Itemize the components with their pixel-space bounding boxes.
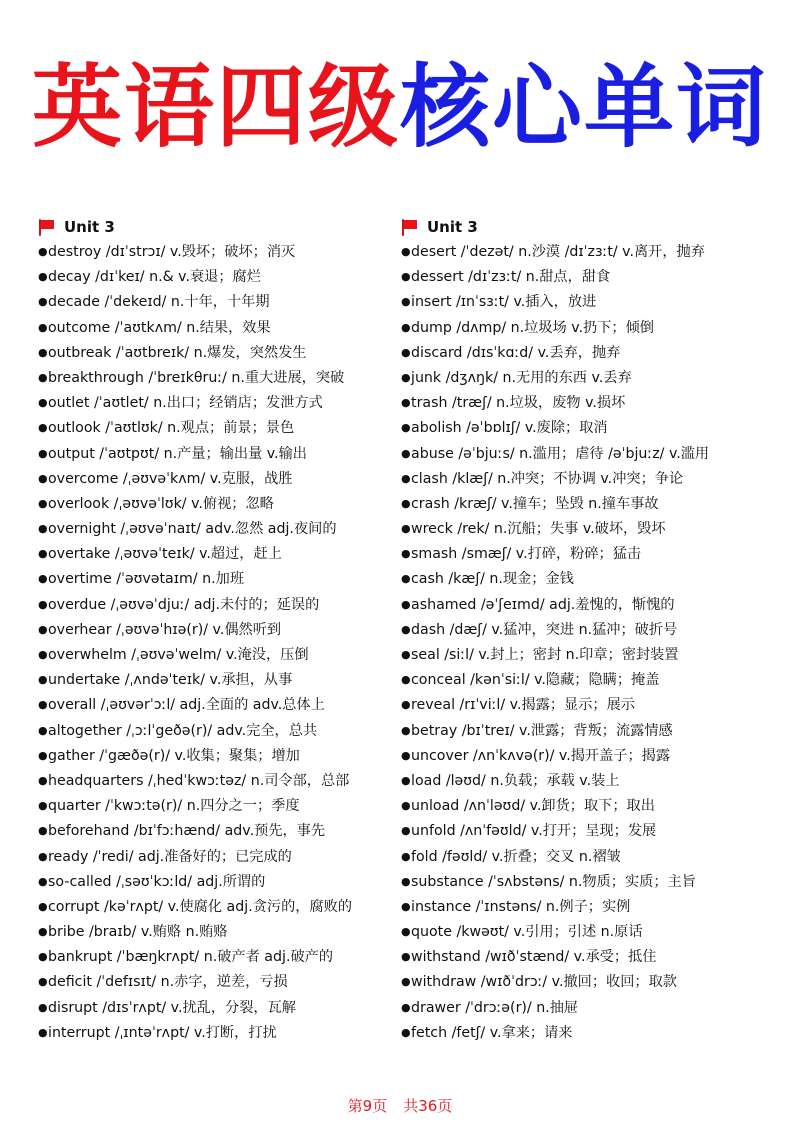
word-entry: smash /smæʃ/ v.打碎，粉碎；猛击 bbox=[411, 546, 642, 563]
word-entry: ready /ˈredi/ adj.准备好的；已完成的 bbox=[48, 848, 292, 865]
word-entry: conceal /kənˈsiːl/ v.隐藏；隐瞒；掩盖 bbox=[411, 672, 660, 689]
word-entry: overnight /ˌəʊvəˈnaɪt/ adv.忽然 adj.夜间的 bbox=[48, 521, 337, 538]
bullet-icon: ● bbox=[401, 471, 411, 485]
list-item bbox=[38, 818, 388, 843]
word-entry: outlook /ˈaʊtlʊk/ n.观点；前景；景色 bbox=[48, 420, 295, 437]
list-item bbox=[401, 264, 796, 289]
bullet-icon: ● bbox=[38, 370, 48, 384]
word-entry: output /ˈaʊtpʊt/ n.产量；输出量 v.输出 bbox=[48, 445, 307, 462]
bullet-icon: ● bbox=[38, 622, 48, 636]
page-title bbox=[0, 48, 800, 168]
word-entry: bribe /braɪb/ v.贿赂 n.贿赂 bbox=[48, 924, 228, 941]
list-item bbox=[401, 566, 796, 591]
list-item bbox=[38, 491, 388, 516]
list-item bbox=[38, 743, 388, 768]
word-list bbox=[401, 239, 796, 1045]
red-flag-icon bbox=[38, 218, 56, 236]
word-entry: clash /klæʃ/ n.冲突；不协调 v.冲突；争论 bbox=[411, 470, 684, 487]
list-item bbox=[38, 995, 388, 1020]
bullet-icon: ● bbox=[401, 622, 411, 636]
list-item bbox=[401, 592, 796, 617]
word-entry: reveal /rɪˈviːl/ v.揭露；显示；展示 bbox=[411, 697, 635, 714]
bullet-icon: ● bbox=[401, 950, 411, 964]
list-item bbox=[401, 818, 796, 843]
list-item bbox=[401, 743, 796, 768]
word-entry: seal /siːl/ v.封上；密封 n.印章；密封装置 bbox=[411, 647, 679, 663]
word-entry: unload /ʌnˈləʊd/ v.卸货；取下；取出 bbox=[411, 798, 655, 815]
word-entry: overdue /ˌəʊvəˈdjuː/ adj.未付的；延误的 bbox=[48, 596, 320, 613]
list-item bbox=[38, 642, 388, 667]
list-item bbox=[401, 1020, 796, 1045]
list-item bbox=[38, 390, 388, 415]
bullet-icon: ● bbox=[38, 245, 48, 258]
list-item bbox=[401, 315, 796, 340]
list-item bbox=[38, 264, 388, 289]
word-entry: corrupt /kəˈrʌpt/ v.使腐化 adj.贪污的，腐败的 bbox=[48, 898, 353, 915]
word-entry: abuse /əˈbjuːs/ n.滥用；虐待 /əˈbjuːz/ v.滥用 bbox=[411, 445, 710, 462]
list-item bbox=[401, 516, 796, 541]
bullet-icon: ● bbox=[38, 396, 48, 410]
right-column bbox=[401, 214, 796, 1045]
word-entry: quarter /ˈkwɔːtə(r)/ n.四分之一；季度 bbox=[48, 798, 300, 815]
bullet-icon: ● bbox=[401, 522, 411, 536]
word-entry: discard /dɪsˈkɑːd/ v.丢弃，抛弃 bbox=[411, 344, 621, 361]
list-item bbox=[38, 1020, 388, 1045]
list-item bbox=[401, 969, 796, 994]
word-entry: overlook /ˌəʊvəˈlʊk/ v.俯视；忽略 bbox=[48, 495, 274, 512]
list-item bbox=[38, 793, 388, 818]
bullet-icon: ● bbox=[38, 648, 48, 661]
bullet-icon: ● bbox=[401, 245, 411, 258]
word-entry: junk /dʒʌŋk/ n.无用的东西 v.丢弃 bbox=[411, 369, 632, 386]
list-item bbox=[38, 844, 388, 869]
bullet-icon: ● bbox=[401, 748, 411, 762]
word-entry: desert /ˈdezət/ n.沙漠 /dɪˈzɜːt/ v.离开，抛弃 bbox=[411, 244, 705, 260]
bullet-icon: ● bbox=[401, 396, 411, 410]
word-entry: trash /træʃ/ n.垃圾，废物 v.损坏 bbox=[411, 395, 626, 412]
word-entry: so-called /ˌsəʊˈkɔːld/ adj.所谓的 bbox=[48, 873, 266, 890]
bullet-icon: ● bbox=[401, 421, 411, 435]
word-entry: wreck /rek/ n.沉船；失事 v.破坏，毁坏 bbox=[411, 521, 666, 538]
list-item bbox=[38, 692, 388, 717]
list-item bbox=[38, 441, 388, 466]
word-entry: substance /ˈsʌbstəns/ n.物质；实质；主旨 bbox=[411, 873, 696, 890]
red-flag-icon bbox=[401, 218, 419, 236]
list-item bbox=[401, 415, 796, 440]
word-entry: altogether /ˌɔːlˈgeðə(r)/ adv.完全，总共 bbox=[48, 722, 318, 739]
word-entry: interrupt /ˌɪntəˈrʌpt/ v.打断，打扰 bbox=[48, 1024, 277, 1041]
list-item bbox=[401, 642, 796, 667]
list-item bbox=[38, 340, 388, 365]
word-entry: overtime /ˈəʊvətaɪm/ n.加班 bbox=[48, 571, 245, 588]
word-entry: overcome /ˌəʊvəˈkʌm/ v.克服，战胜 bbox=[48, 470, 293, 487]
bullet-icon: ● bbox=[38, 320, 48, 334]
bullet-icon: ● bbox=[401, 496, 411, 510]
word-entry: destroy /dɪˈstrɔɪ/ v.毁坏；破坏；消灭 bbox=[48, 244, 296, 260]
bullet-icon: ● bbox=[401, 723, 411, 737]
list-item bbox=[401, 617, 796, 642]
bullet-icon: ● bbox=[38, 270, 48, 284]
word-entry: breakthrough /ˈbreɪkθruː/ n.重大进展，突破 bbox=[48, 369, 345, 386]
unit-label: Unit 3 bbox=[427, 217, 478, 236]
bullet-icon: ● bbox=[38, 522, 48, 536]
word-entry: undertake /ˌʌndəˈteɪk/ v.承担，从事 bbox=[48, 672, 293, 689]
list-item bbox=[401, 491, 796, 516]
word-entry: quote /kwəʊt/ v.引用；引述 n.原话 bbox=[411, 924, 643, 941]
bullet-icon: ● bbox=[38, 496, 48, 510]
bullet-icon: ● bbox=[401, 597, 411, 611]
list-item bbox=[38, 415, 388, 440]
bullet-icon: ● bbox=[38, 295, 48, 309]
bullet-icon: ● bbox=[401, 295, 411, 309]
bullet-icon: ● bbox=[401, 1000, 411, 1014]
word-entry: crash /kræʃ/ v.撞车；坠毁 n.撞车事故 bbox=[411, 495, 659, 512]
word-entry: outlet /ˈaʊtlet/ n.出口；经销店；发泄方式 bbox=[48, 395, 323, 412]
list-item bbox=[401, 289, 796, 314]
list-item bbox=[38, 365, 388, 390]
list-item bbox=[401, 667, 796, 692]
list-item bbox=[38, 869, 388, 894]
bullet-icon: ● bbox=[401, 874, 411, 888]
word-entry: withdraw /wɪðˈdrɔː/ v.撤回；收回；取款 bbox=[411, 974, 677, 991]
word-list bbox=[38, 239, 388, 1045]
bullet-icon: ● bbox=[401, 446, 411, 460]
bullet-icon: ● bbox=[38, 824, 48, 838]
word-entry: overall /ˌəʊvərˈɔːl/ adj.全面的 adv.总体上 bbox=[48, 697, 325, 714]
list-item bbox=[38, 617, 388, 642]
list-item bbox=[401, 365, 796, 390]
word-entry: outbreak /ˈaʊtbreɪk/ n.爆发，突然发生 bbox=[48, 344, 307, 361]
bullet-icon: ● bbox=[401, 925, 411, 939]
bullet-icon: ● bbox=[401, 899, 411, 913]
list-item bbox=[401, 995, 796, 1020]
list-item bbox=[401, 869, 796, 894]
list-item bbox=[401, 692, 796, 717]
word-entry: overhear /ˌəʊvəˈhɪə(r)/ v.偶然听到 bbox=[48, 621, 282, 638]
bullet-icon: ● bbox=[38, 421, 48, 435]
word-entry: decay /dɪˈkeɪ/ n.& v.衰退；腐烂 bbox=[48, 269, 261, 286]
bullet-icon: ● bbox=[401, 320, 411, 334]
page-number: 第9页 bbox=[347, 1097, 388, 1115]
bullet-icon: ● bbox=[38, 748, 48, 762]
list-item bbox=[38, 466, 388, 491]
word-entry: abolish /əˈbɒlɪʃ/ v.废除；取消 bbox=[411, 420, 608, 437]
bullet-icon: ● bbox=[38, 849, 48, 863]
word-entry: uncover /ʌnˈkʌvə(r)/ v.揭开盖子；揭露 bbox=[411, 747, 671, 764]
word-entry: withstand /wɪðˈstænd/ v.承受；抵住 bbox=[411, 949, 657, 966]
bullet-icon: ● bbox=[38, 1000, 48, 1014]
list-item bbox=[401, 466, 796, 491]
word-entry: dump /dʌmp/ n.垃圾场 v.扔下；倾倒 bbox=[411, 319, 654, 336]
list-item bbox=[401, 239, 796, 264]
bullet-icon: ● bbox=[38, 345, 48, 359]
bullet-icon: ● bbox=[401, 698, 411, 712]
bullet-icon: ● bbox=[38, 723, 48, 737]
bullet-icon: ● bbox=[401, 648, 411, 661]
bullet-icon: ● bbox=[38, 471, 48, 485]
left-column bbox=[38, 214, 388, 1045]
word-entry: overtake /ˌəʊvəˈteɪk/ v.超过，赶上 bbox=[48, 546, 282, 563]
bullet-icon: ● bbox=[401, 547, 411, 561]
word-entry: bankrupt /ˈbæŋkrʌpt/ n.破产者 adj.破产的 bbox=[48, 949, 334, 966]
list-item bbox=[38, 667, 388, 692]
list-item bbox=[38, 566, 388, 591]
word-entry: outcome /ˈaʊtkʌm/ n.结果，效果 bbox=[48, 319, 271, 336]
word-entry: deficit /ˈdefɪsɪt/ n.赤字，逆差，亏损 bbox=[48, 974, 288, 991]
word-entry: fetch /fetʃ/ v.拿来；请来 bbox=[411, 1024, 573, 1041]
list-item bbox=[401, 944, 796, 969]
list-item bbox=[38, 541, 388, 566]
list-item bbox=[38, 894, 388, 919]
list-item bbox=[38, 592, 388, 617]
list-item bbox=[401, 390, 796, 415]
bullet-icon: ● bbox=[38, 547, 48, 561]
bullet-icon: ● bbox=[38, 899, 48, 913]
bullet-icon: ● bbox=[401, 1025, 411, 1039]
list-item bbox=[38, 516, 388, 541]
word-entry: headquarters /ˌhedˈkwɔːtəz/ n.司令部，总部 bbox=[48, 772, 350, 789]
bullet-icon: ● bbox=[38, 950, 48, 964]
word-entry: betray /bɪˈtreɪ/ v.泄露；背叛；流露情感 bbox=[411, 722, 673, 739]
bullet-icon: ● bbox=[401, 799, 411, 813]
word-entry: fold /fəʊld/ v.折叠；交叉 n.褶皱 bbox=[411, 848, 621, 865]
bullet-icon: ● bbox=[401, 270, 411, 284]
list-item bbox=[401, 844, 796, 869]
title-blue-part: 核心单词 bbox=[400, 55, 768, 160]
list-item bbox=[401, 768, 796, 793]
bullet-icon: ● bbox=[38, 925, 48, 939]
bullet-icon: ● bbox=[38, 597, 48, 611]
bullet-icon: ● bbox=[401, 370, 411, 384]
list-item bbox=[401, 340, 796, 365]
bullet-icon: ● bbox=[401, 345, 411, 359]
bullet-icon: ● bbox=[38, 572, 48, 586]
word-entry: dessert /dɪˈzɜːt/ n.甜点，甜食 bbox=[411, 269, 611, 286]
word-entry: drawer /ˈdrɔːə(r)/ n.抽屉 bbox=[411, 999, 579, 1016]
list-item bbox=[38, 768, 388, 793]
list-item bbox=[401, 541, 796, 566]
list-item bbox=[38, 944, 388, 969]
bullet-icon: ● bbox=[401, 975, 411, 989]
word-entry: instance /ˈɪnstəns/ n.例子；实例 bbox=[411, 898, 631, 915]
list-item bbox=[38, 289, 388, 314]
list-item bbox=[38, 239, 388, 264]
bullet-icon: ● bbox=[38, 1025, 48, 1039]
bullet-icon: ● bbox=[401, 773, 411, 787]
unit-label: Unit 3 bbox=[64, 217, 115, 236]
list-item bbox=[401, 718, 796, 743]
title-red-part: 英语四级 bbox=[32, 55, 400, 160]
bullet-icon: ● bbox=[38, 874, 48, 888]
unit-heading bbox=[38, 214, 388, 239]
word-entry: disrupt /dɪsˈrʌpt/ v.扰乱，分裂，瓦解 bbox=[48, 999, 296, 1016]
word-entry: gather /ˈgæðə(r)/ v.收集；聚集；增加 bbox=[48, 747, 300, 764]
list-item bbox=[401, 441, 796, 466]
bullet-icon: ● bbox=[401, 572, 411, 586]
bullet-icon: ● bbox=[38, 773, 48, 787]
list-item bbox=[38, 315, 388, 340]
word-entry: decade /ˈdekeɪd/ n.十年，十年期 bbox=[48, 294, 270, 311]
list-item bbox=[38, 969, 388, 994]
page-footer bbox=[0, 1095, 800, 1116]
word-entry: insert /ɪnˈsɜːt/ v.插入，放进 bbox=[411, 294, 597, 311]
page-total: 共36页 bbox=[403, 1097, 453, 1115]
bullet-icon: ● bbox=[401, 824, 411, 838]
word-entry: cash /kæʃ/ n.现金；金钱 bbox=[411, 571, 574, 588]
bullet-icon: ● bbox=[401, 849, 411, 863]
list-item bbox=[401, 793, 796, 818]
bullet-icon: ● bbox=[38, 673, 48, 687]
word-entry: overwhelm /ˌəʊvəˈwelm/ v.淹没，压倒 bbox=[48, 647, 309, 663]
bullet-icon: ● bbox=[38, 446, 48, 460]
bullet-icon: ● bbox=[38, 698, 48, 712]
word-entry: dash /dæʃ/ v.猛冲，突进 n.猛冲；破折号 bbox=[411, 621, 678, 638]
bullet-icon: ● bbox=[38, 975, 48, 989]
word-entry: load /ləʊd/ n.负载；承载 v.装上 bbox=[411, 772, 620, 789]
list-item bbox=[401, 894, 796, 919]
word-entry: unfold /ʌnˈfəʊld/ v.打开；呈现；发展 bbox=[411, 823, 657, 840]
word-entry: ashamed /əˈʃeɪmd/ adj.羞愧的，惭愧的 bbox=[411, 596, 675, 613]
unit-heading bbox=[401, 214, 796, 239]
list-item bbox=[38, 919, 388, 944]
word-entry: beforehand /bɪˈfɔːhænd/ adv.预先，事先 bbox=[48, 823, 326, 840]
bullet-icon: ● bbox=[38, 799, 48, 813]
list-item bbox=[401, 919, 796, 944]
list-item bbox=[38, 718, 388, 743]
bullet-icon: ● bbox=[401, 673, 411, 687]
